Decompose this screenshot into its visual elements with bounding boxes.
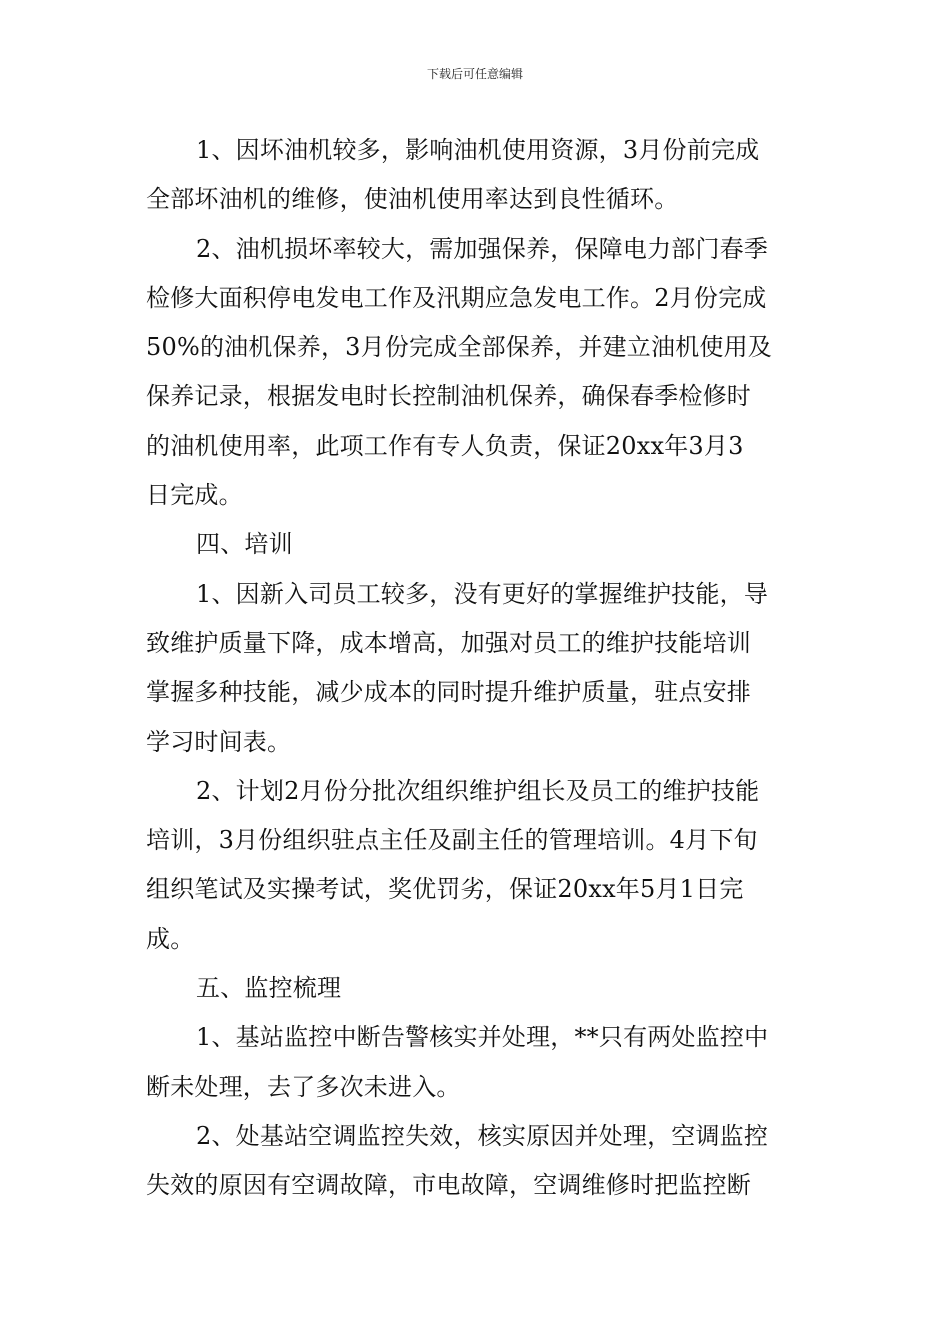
text-line: 日完成。 — [146, 481, 243, 510]
text-line: 1、因坏油机较多，影响油机使用资源，3月份前完成 — [196, 136, 760, 164]
text-line: 保养记录，根据发电时长控制油机保养，确保春季检修时 — [146, 382, 751, 411]
text-line: 致维护质量下降，成本增高，加强对员工的维护技能培训 — [146, 628, 751, 657]
text-line: 成。 — [146, 924, 195, 953]
page-header: 下载后可任意编辑 — [426, 67, 523, 81]
text-line: 2、油机损坏率较大，需加强保养，保障电力部门春季 — [196, 234, 769, 263]
text-line: 学习时间表。 — [146, 727, 292, 756]
text-line: 断未处理，去了多次未进入。 — [146, 1072, 461, 1101]
text-line: 失效的原因有空调故障，市电故障，空调维修时把监控断 — [146, 1171, 751, 1200]
text-line: 1、因新入司员工较多，没有更好的掌握维护技能，导 — [196, 579, 769, 608]
text-line: 2、计划2月份分批次组织维护组长及员工的维护技能 — [196, 776, 760, 805]
text-line: 培训，3月份组织驻点主任及副主任的管理培训。4月下旬 — [146, 826, 758, 855]
text-line: 掌握多种技能，减少成本的同时提升维护质量，驻点安排 — [146, 678, 751, 707]
text-line: 2、处基站空调监控失效，核实原因并处理，空调监控 — [196, 1121, 769, 1150]
text-line: 50%的油机保养，3月份完成全部保养，并建立油机使用及 — [146, 333, 773, 362]
text-line: 检修大面积停电发电工作及汛期应急发电工作。2月份完成 — [146, 283, 767, 312]
text-line: 全部坏油机的维修，使油机使用率达到良性循环。 — [146, 185, 679, 214]
text-line: 1、基站监控中断告警核实并处理，**只有两处监控中 — [196, 1023, 769, 1052]
text-line: 组织笔试及实操考试，奖优罚劣，保证20xx年5月1日完 — [146, 875, 744, 904]
document-body — [146, 126, 808, 1211]
text-line: 四、培训 — [196, 530, 293, 559]
text-line: 五、监控梳理 — [196, 974, 342, 1003]
text-line: 的油机使用率，此项工作有专人负责，保证20xx年3月3 — [146, 431, 744, 460]
